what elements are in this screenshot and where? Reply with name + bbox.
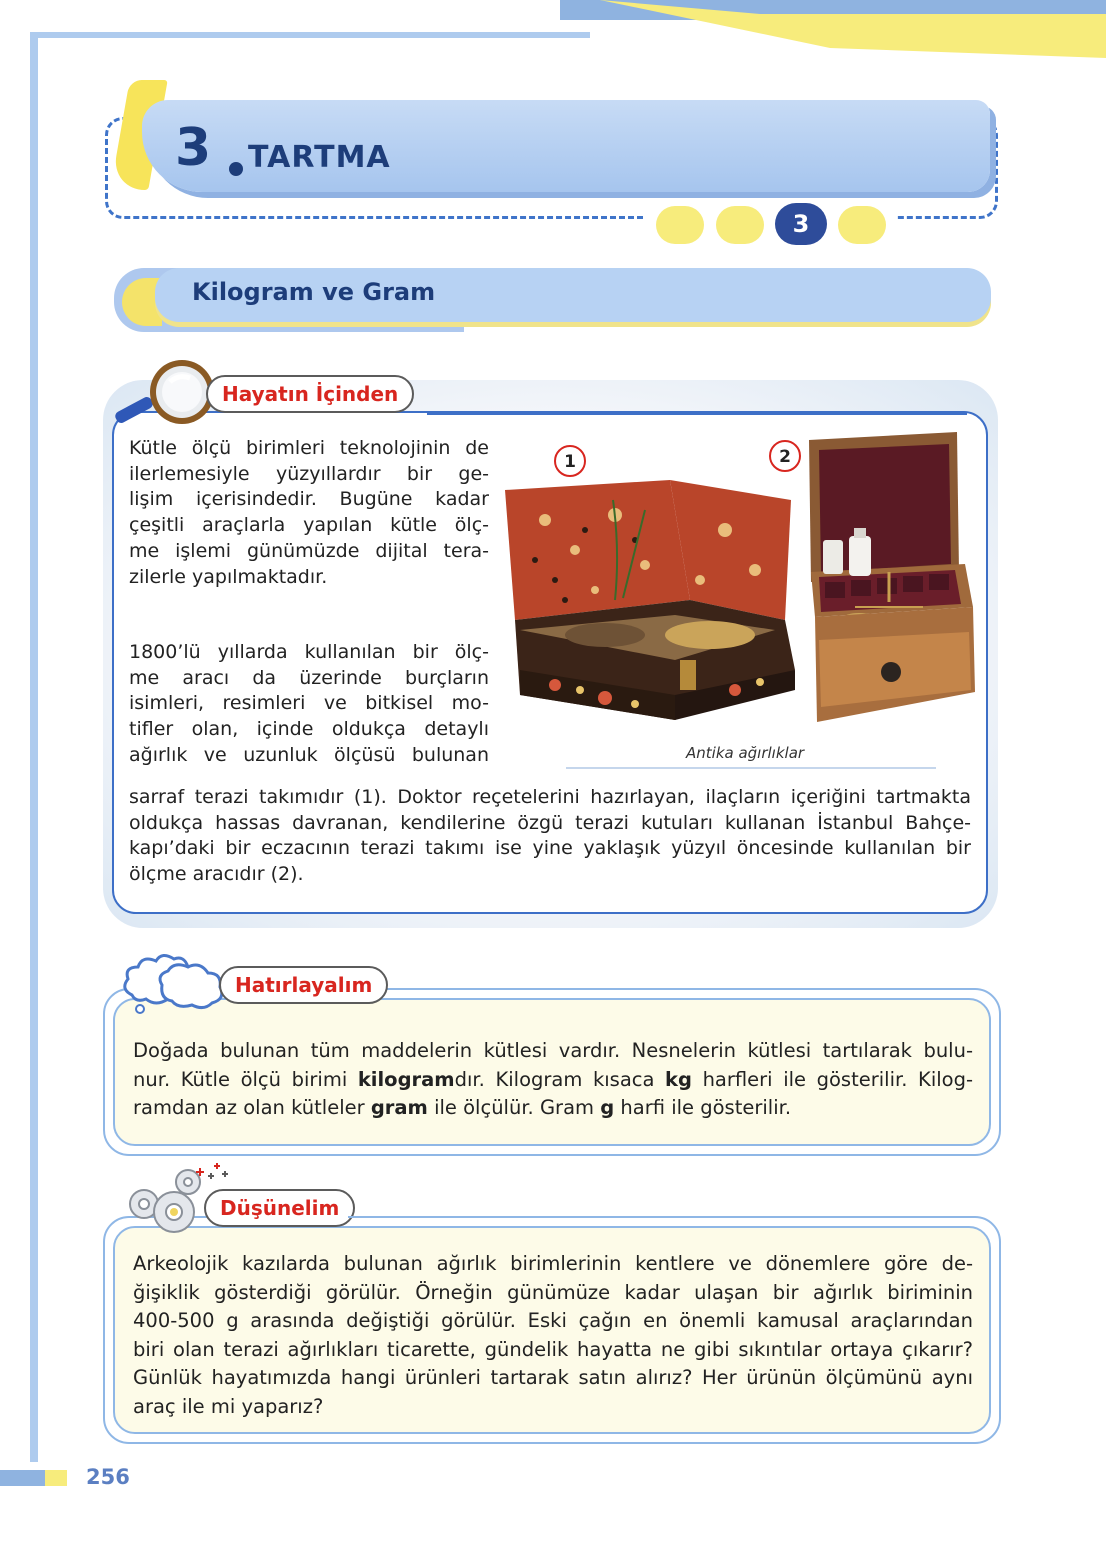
chapter-pill-2 [716,206,764,244]
chapter-title: TARTMA [248,140,391,175]
hayatin-icinden-paragraph-2b [129,785,971,888]
page-frame-left [30,32,38,1462]
text-line: Doğada bulunan tüm maddelerin kütlesi vardır. Nesnelerin kütlesi tartılarak bulu- [133,1039,973,1062]
hatirlayalim-paragraph [133,1037,973,1123]
footer-bar-yellow [45,1470,67,1486]
dusunelim-label: Düşünelim [204,1189,355,1227]
photo-number-2: 2 [769,440,801,472]
photo-number-1: 1 [554,445,586,477]
chapter-badge-number: 3 [775,203,827,245]
hatirlayalim-label: Hatırlayalım [219,966,388,1004]
text-line: ağırlık ve uzunluk ölçüsü bulunan [129,743,489,766]
top-decoration-yellow [600,0,1106,58]
thought-cloud-icon [118,945,228,1015]
text-line: sarraf terazi takımıdır (1). Doktor reçetelerini hazırlayan, ilaçların içeriğini tartmakta [129,786,971,808]
caption-underline [566,767,936,769]
text-line: kapı’daki bir eczacının terazi takımı ise yine yaklaşık yüzyıl öncesinde kullanılan bir [129,837,971,860]
footer-bar-blue [0,1470,45,1486]
text-fragment: nur. Kütle ölçü birimi [133,1067,358,1091]
text-line: isimleri, resimleri ve bitkisel mo- [129,692,489,715]
text-line: biri olan terazi ağırlıkları ticarette, gündelik hayatta ne gibi sıkıntılar ortaya çıkarır? [133,1337,973,1361]
hayatin-icinden-paragraph-2a [129,640,489,769]
text-line: zilerle yapılmaktadır. [129,565,328,588]
text-line: Kütle ölçü birimleri teknolojinin de [129,437,489,459]
text-fragment: ramdan az olan kütleler [133,1096,371,1119]
text-fragment: harfi ile gösterilir. [614,1096,792,1119]
chapter-dot [229,162,243,176]
antique-balance-box-image [495,470,800,730]
tag-line [392,988,962,990]
photo-caption: Antika ağırlıklar [686,744,805,762]
text-line [133,1094,973,1123]
text-fragment: dır. Kilogram kısaca [454,1067,666,1091]
text-line: çeşitli araçlarla yapılan kütle ölç- [129,514,489,537]
page-number: 256 [86,1465,130,1489]
text-line: Günlük hayatımızda hangi ürünleri tartarak satın alırız? Her ürünün ölçümünü aynı [133,1366,973,1389]
tag-line [348,1216,962,1218]
text-line: me işlemi günümüzde dijital tera- [129,539,489,562]
text-line: tifler olan, içinde oldukça detaylı [129,718,489,741]
text-fragment: ile ölçülür. Gram [427,1096,601,1119]
page-frame-top [30,32,590,38]
text-line: Arkeolojik kazılarda bulunan ağırlık birimlerinin kentlere ve dönemlere göre de- [133,1252,973,1275]
text-line: ilerlemesiyle yüzyıllardır bir ge- [129,462,489,485]
text-line: me aracı da üzerinde burçların [129,666,489,689]
dusunelim-paragraph [133,1250,973,1421]
chapter-pill-1 [656,206,704,244]
text-line: oldukça hassas davranan, kendilerine özgü terazi kutuları kullanan İstanbul Bahçe- [129,811,971,834]
text-line: araç ile mi yaparız? [133,1394,324,1418]
bold-term-g: g [600,1096,615,1119]
pharmacy-scale-box-image [805,432,977,722]
hayatin-icinden-paragraph-1 [129,436,489,590]
text-line: 400-500 g arasında değiştiği görülür. Eski çağın en önemli kamusal araçlarından [133,1309,973,1332]
bold-term-gram: gram [370,1096,428,1119]
bold-term-kg: kg [665,1067,692,1091]
text-line: lişim içerisindedir. Bugüne kadar [129,488,489,511]
text-line: ölçme aracıdır (2). [129,863,304,886]
text-line [133,1066,973,1095]
text-fragment: harfleri ile gösterilir. Kilog- [691,1067,973,1091]
section-title: Kilogram ve Gram [192,278,436,306]
bold-term-kilogram: kilogram [357,1067,455,1091]
tag-line [427,413,967,415]
text-line: ğişiklik gösterdiği görülür. Örneğin günümüze kadar ulaşan bir ağırlık biriminin [133,1280,973,1304]
chapter-pill-3 [838,206,886,244]
text-line: 1800’lü yıllarda kullanılan bir ölç- [129,641,489,663]
chapter-number: 3 [175,118,212,178]
hayatin-icinden-label: Hayatın İçinden [206,375,414,413]
